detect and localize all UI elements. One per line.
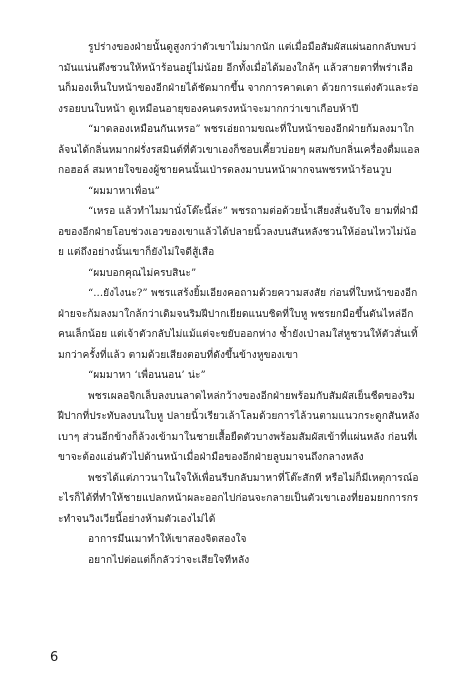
paragraph-8: พชรเผลอจิกเล็บลงบนลาดไหล่กว้างของอีกฝ่ายพร้อมกับสัมผัสเย็นชืดของริมฝีปากที่ประทับลงบนใบหู ปลายนิ้วเรียวเล้าโลมด้วยการไล้วนตามแนวกระดูกสันหลังเบาๆ ส่วนอีกข้างก็ล้วงเข้ามาในชายเสื้อยืดตัวบางพร้อมสัมผัสเข้าที่แผ่นหลัง ก่อนที่เขาจะต้องแอ่นตัวไปด้านหน้าเมื่อฝ่ามือของอีกฝ่ายลูบมาจนถึงกลางหลัง <box>58 390 420 463</box>
page-body-text <box>58 38 420 571</box>
paragraph-2: “มาดลองเหมือนกันเหรอ” พชรเอ่ยถามขณะที่ใบหน้าของอีกฝ่ายก้มลงมาใกล้จนได้กลิ่นหมากฝรั่งรสมินต์ที่ตัวเขาเองก็ชอบเคี้ยวบ่อยๆ ผสมกับกลิ่นเครื่องดื่มแอลกอฮอล์ สมหายใจของผู้ชายคนนั้นเป่ารดลงมาบนหน้าผากจนพชรหน้าร้อนวูบ <box>58 124 420 176</box>
paragraph-1: รูปร่างของฝ่ายนั้นดูสูงกว่าตัวเขาไม่มากนัก แต่เมื่อมือสัมผัสแผ่นอกกลับพบว่ามันแน่นตึงชวนให้หน้าร้อนอยู่ไม่น้อย อีกทั้งเมื่อได้มองใกล้ๆ แล้วสายตาที่พร่าเลือนก็มองเห็นใบหน้าของอีกฝ่ายได้ชัดมากขึ้น จากการคาดเดา ด้วยการแต่งตัวและร่องรอยบนใบหน้า ดูเหมือนอายุของคนตรงหน้าจะมากกว่าเขาเกือบห้าปี <box>58 42 419 115</box>
paragraph-5: “ผมบอกคุณไม่ครบสินะ” <box>88 267 197 279</box>
paragraph-11: อยากไปต่อแต่ก็กลัวว่าจะเสียใจทีหลัง <box>88 554 250 566</box>
paragraph-4: “เหรอ แล้วทำไมมานั่งโต๊ะนี้ล่ะ” พชรถามต่อด้วยน้ำเสียงสั่นจับใจ ยามที่ฝ่ามือของอีกฝ่ายโอบช่วงเอวของเขาแล้วได้ปลายนิ้วลงบนสันหลังชวนให้อ่อนไหวไม่น้อย แต่ถึงอย่างนั้นเขาก็ยังไม่ใจดีสู้เสือ <box>58 206 419 258</box>
paragraph-10: อาการมึนเมาทำให้เขาสองจิตสองใจ <box>88 534 247 545</box>
paragraph-7: “ผมมาหา ‘เพื่อนนอน’ น่ะ” <box>88 370 206 381</box>
paragraph-9: พชรได้แต่ภาวนาในใจให้เพื่อนรีบกลับมาหาที่โต๊ะสักที หรือไม่ก็มีเหตุการณ์อะไรก็ได้ที่ทำให้ชายแปลกหน้าผละออกไปก่อนจะกลายเป็นตัวเขาเองที่ยอมยกการกระทำจนวิงเวียนี้อย่างห้ามตัวเองไม่ได้ <box>58 472 419 525</box>
paragraph-3: “ผมมาหาเพื่อน” <box>88 185 160 197</box>
paragraph-6: “...ยังไงนะ?” พชรแสร้งยิ้มเอียงคอถามด้วยความสงสัย ก่อนที่ใบหน้าของอีกฝ่ายจะก้มลงมาใกล้กว่าเดิมจนริมฝีปากเยียดแนบชิดที่ใบหู พชรยกมือขึ้นดันไหล่อีกคนเล็กน้อย แต่เจ้าตัวกลับไม่แม้แต่จะขยับออกห่าง ซ้ำยังเป่าลมใส่หูชวนให้ตัวสั่นเทิ้มกว่าครั้งที่แล้ว ตามด้วยเสียงตอบที่ดังขึ้นข้างหูของเขา <box>58 288 418 361</box>
page-number: 6 <box>50 650 59 665</box>
